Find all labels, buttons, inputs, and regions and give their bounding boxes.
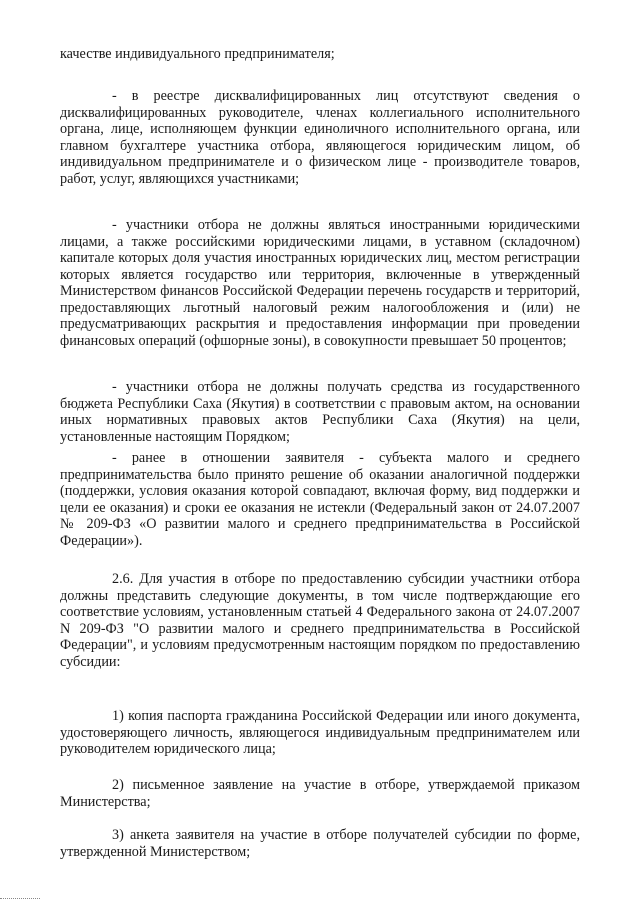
paragraph-disqualified-registry: - в реестре дисквалифицированных лиц отсутствуют сведения о дисквалифицированных руководителе, членах коллегиального исполнительного органа, лице, исполняющем функции единоличного исполнительного органа, или главном бухгалтере участника отбора, являющегося юридическим лицом, об индивидуальном предпринимателе и о физическом лице - производителе товаров, работ, услуг, являющихся участниками;	[60, 88, 580, 187]
paragraph-section-2-6: 2.6. Для участия в отборе по предоставлению субсидии участники отбора должны представить следующие документы, в том числе подтверждающие его соответствие условиям, установленным статьей 4 Федерального закона от 24.07.2007 N 209-ФЗ "О развитии малого и среднего предпринимательства в Российской Федерации", и условиям предусмотренным настоящим порядком по предоставлению субсидии:	[60, 571, 580, 670]
scan-edge-mark	[0, 898, 40, 899]
list-item-2: 2) письменное заявление на участие в отборе, утверждаемой приказом Министерства;	[60, 777, 580, 810]
paragraph-continuation: качестве индивидуального предпринимателя;	[60, 46, 335, 62]
paragraph-budget-funds: - участники отбора не должны получать средства из государственного бюджета Республики Саха (Якутия) в соответствии с правовым актом, на основании иных нормативных правовых актов Республики Саха (Якутия) на цели, установленные настоящим Порядком;	[60, 379, 580, 445]
paragraph-prior-support: - ранее в отношении заявителя - субъекта малого и среднего предпринимательства было принято решение об оказании аналогичной поддержки (поддержки, условия оказания которой совпадают, включая форму, вид поддержки и цели ее оказания) и сроки ее оказания не истекли (Федеральный закон от 24.07.2007 № 209-ФЗ «О развитии малого и среднего предпринимательства в Российской Федерации»).	[60, 450, 580, 549]
list-item-3: 3) анкета заявителя на участие в отборе получателей субсидии по форме, утвержденной Министерством;	[60, 827, 580, 860]
paragraph-foreign-entities: - участники отбора не должны являться иностранными юридическими лицами, а также российскими юридическими лицами, в уставном (складочном) капитале которых доля участия иностранных юридических лиц, местом регистрации которых является государство или территория, включенные в утвержденный Министерством финансов Российской Федерации перечень государств и территорий, предоставляющих льготный налоговый режим налогообложения и (или) не предусматривающих раскрытия и предоставления информации при проведении финансовых операций (офшорные зоны), в совокупности превышает 50 процентов;	[60, 217, 580, 349]
list-item-1: 1) копия паспорта гражданина Российской Федерации или иного документа, удостоверяющего личность, являющегося индивидуальным предпринимателем или руководителем юридического лица;	[60, 708, 580, 757]
